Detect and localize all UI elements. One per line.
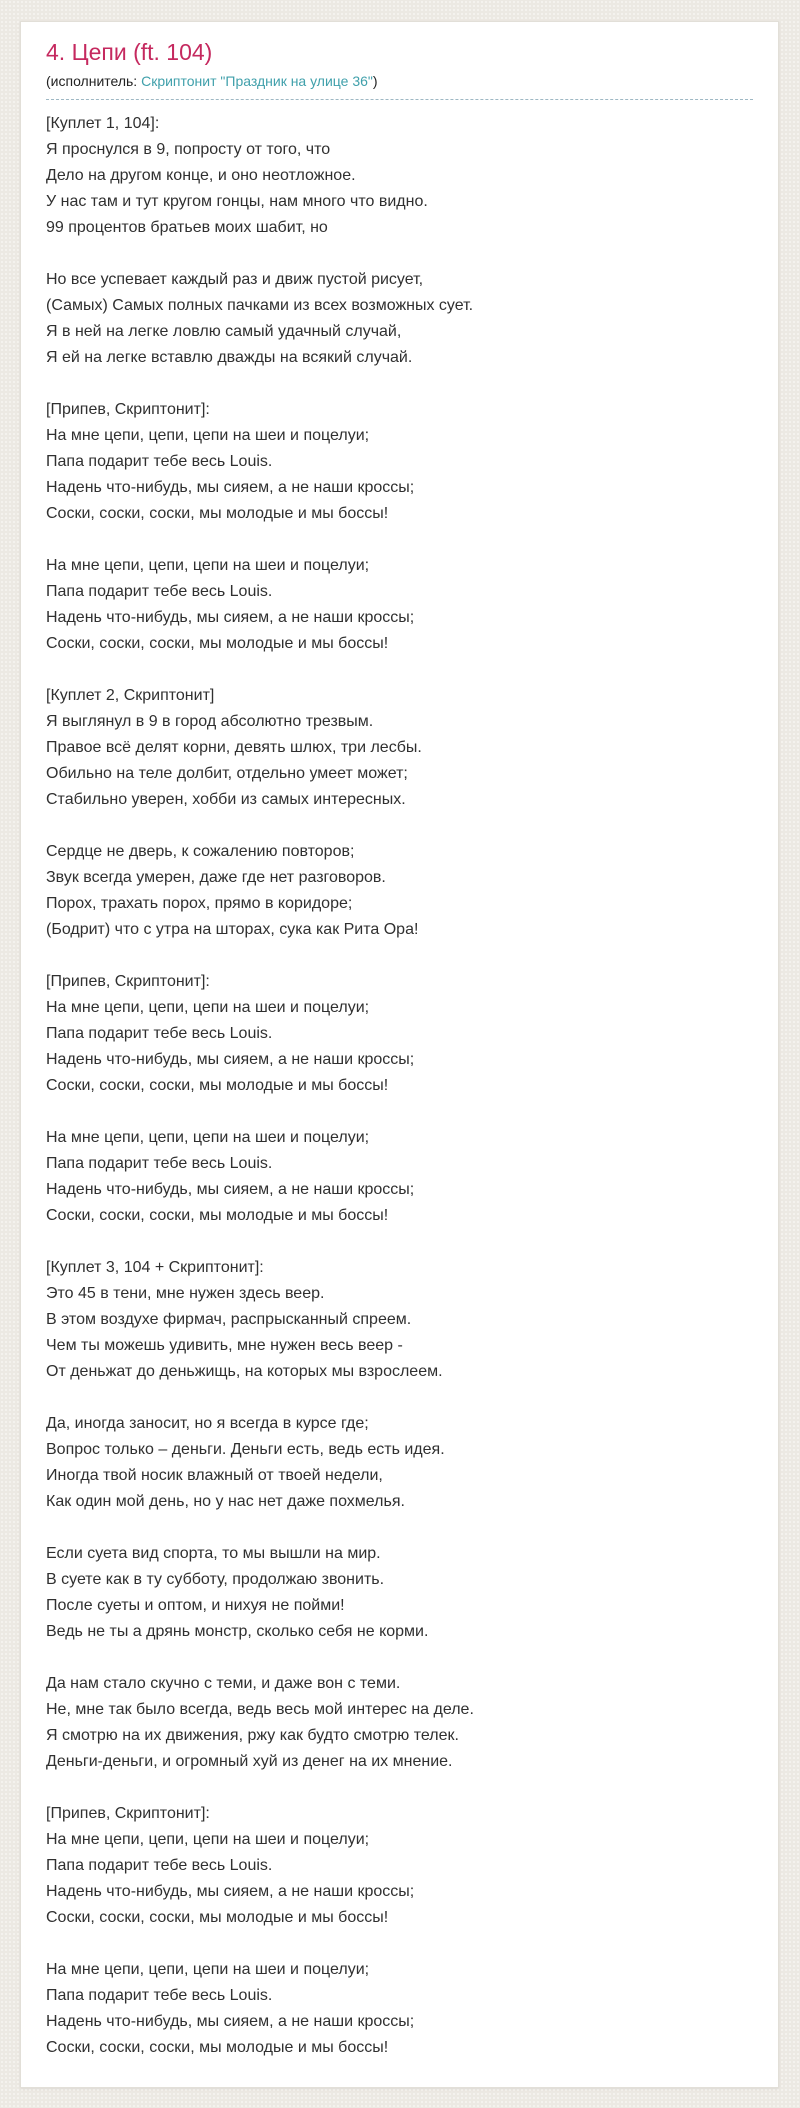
lyric-line: Надень что-нибудь, мы сияем, а не наши кроссы; — [46, 1050, 415, 1068]
lyric-line: Соски, соски, соски, мы молодые и мы боссы! — [46, 1076, 389, 1094]
lyric-line: Да нам стало скучно с теми, и даже вон с теми. — [46, 1674, 401, 1692]
song-title: 4. Цепи (ft. 104) — [46, 39, 213, 65]
lyric-line: Папа подарит тебе весь Louis. — [46, 1856, 273, 1874]
stanza — [46, 1255, 753, 1385]
lyric-line: Дело на другом конце, и оно неотложное. — [46, 166, 356, 184]
lyric-line: На мне цепи, цепи, цепи на шеи и поцелуи; — [46, 1128, 370, 1146]
stanza — [46, 683, 753, 813]
lyric-line: [Припев, Скриптонит]: — [46, 972, 210, 990]
lyric-line: От деньжат до деньжищь, на которых мы взрослеем. — [46, 1362, 443, 1380]
lyric-line: На мне цепи, цепи, цепи на шеи и поцелуи; — [46, 426, 370, 444]
lyric-line: У нас там и тут кругом гонцы, нам много что видно. — [46, 192, 428, 210]
lyric-line: Я смотрю на их движения, ржу как будто смотрю телек. — [46, 1726, 459, 1744]
lyric-line: В этом воздухе фирмач, распрысканный спреем. — [46, 1310, 412, 1328]
stanza — [46, 839, 753, 943]
lyric-line: На мне цепи, цепи, цепи на шеи и поцелуи; — [46, 1830, 370, 1848]
stanza — [46, 111, 753, 241]
lyric-line: Я выглянул в 9 в город абсолютно трезвым. — [46, 712, 374, 730]
lyric-line: Порох, трахать порох, прямо в коридоре; — [46, 894, 353, 912]
lyric-line: На мне цепи, цепи, цепи на шеи и поцелуи; — [46, 998, 370, 1016]
lyric-line: [Припев, Скриптонит]: — [46, 400, 210, 418]
lyric-line: После суеты и оптом, и нихуя не пойми! — [46, 1596, 345, 1614]
lyric-line: Надень что-нибудь, мы сияем, а не наши кроссы; — [46, 478, 415, 496]
lyrics-card — [20, 21, 779, 2088]
artist-link[interactable]: Скриптонит "Праздник на улице 36" — [141, 72, 373, 89]
lyric-line: Папа подарит тебе весь Louis. — [46, 1154, 273, 1172]
lyrics-text — [46, 111, 753, 2061]
lyric-line: Папа подарит тебе весь Louis. — [46, 582, 273, 600]
lyric-line: Надень что-нибудь, мы сияем, а не наши кроссы; — [46, 1882, 415, 1900]
lyric-line: Соски, соски, соски, мы молодые и мы боссы! — [46, 504, 389, 522]
lyric-line: Соски, соски, соски, мы молодые и мы боссы! — [46, 634, 389, 652]
lyric-line: Как один мой день, но у нас нет даже похмелья. — [46, 1492, 405, 1510]
lyric-line: Чем ты можешь удивить, мне нужен весь веер - — [46, 1336, 403, 1354]
lyric-line: Надень что-нибудь, мы сияем, а не наши кроссы; — [46, 1180, 415, 1198]
lyric-line: Деньги-деньги, и огромный хуй из денег на их мнение. — [46, 1752, 453, 1770]
lyric-line: Но все успевает каждый раз и движ пустой рисует, — [46, 270, 424, 288]
lyric-line: Соски, соски, соски, мы молодые и мы боссы! — [46, 1908, 389, 1926]
lyric-line: (Самых) Самых полных пачками из всех возможных сует. — [46, 296, 474, 314]
lyric-line: Да, иногда заносит, но я всегда в курсе где; — [46, 1414, 369, 1432]
lyric-line: Не, мне так было всегда, ведь весь мой интерес на деле. — [46, 1700, 474, 1718]
lyric-line: Папа подарит тебе весь Louis. — [46, 452, 273, 470]
lyric-line: Стабильно уверен, хобби из самых интересных. — [46, 790, 406, 808]
lyric-line: Соски, соски, соски, мы молодые и мы боссы! — [46, 1206, 389, 1224]
lyric-line: Правое всё делят корни, девять шлюх, три лесбы. — [46, 738, 422, 756]
stanza — [46, 267, 753, 371]
stanza — [46, 397, 753, 527]
lyric-line: Папа подарит тебе весь Louis. — [46, 1024, 273, 1042]
lyric-line: Ведь не ты а дрянь монстр, сколько себя не корми. — [46, 1622, 429, 1640]
lyric-line: Иногда твой носик влажный от твоей недели, — [46, 1466, 383, 1484]
lyric-line: Надень что-нибудь, мы сияем, а не наши кроссы; — [46, 2012, 415, 2030]
lyric-line: Звук всегда умерен, даже где нет разговоров. — [46, 868, 386, 886]
lyric-line: Если суета вид спорта, то мы вышли на мир. — [46, 1544, 381, 1562]
stanza — [46, 969, 753, 1099]
artist-line — [46, 72, 753, 100]
lyric-line: [Припев, Скриптонит]: — [46, 1804, 210, 1822]
lyric-line: Папа подарит тебе весь Louis. — [46, 1986, 273, 2004]
stanza — [46, 1671, 753, 1775]
lyric-line: Я в ней на легке ловлю самый удачный случай, — [46, 322, 402, 340]
artist-line-suffix: ) — [372, 72, 378, 89]
lyric-line: Это 45 в тени, мне нужен здесь веер. — [46, 1284, 325, 1302]
lyric-line: На мне цепи, цепи, цепи на шеи и поцелуи; — [46, 556, 370, 574]
lyric-line: Соски, соски, соски, мы молодые и мы боссы! — [46, 2038, 389, 2056]
lyric-line: 99 процентов братьев моих шабит, но — [46, 218, 328, 236]
performer-label: (исполнитель: — [46, 72, 142, 89]
stanza — [46, 1411, 753, 1515]
stanza — [46, 1957, 753, 2061]
lyric-line: На мне цепи, цепи, цепи на шеи и поцелуи; — [46, 1960, 370, 1978]
lyric-line: Надень что-нибудь, мы сияем, а не наши кроссы; — [46, 608, 415, 626]
stanza — [46, 1801, 753, 1931]
lyric-line: Я ей на легке вставлю дважды на всякий случай. — [46, 348, 413, 366]
lyric-line: [Куплет 2, Скриптонит] — [46, 686, 215, 704]
lyric-line: Вопрос только – деньги. Деньги есть, ведь есть идея. — [46, 1440, 445, 1458]
lyric-line: В суете как в ту субботу, продолжаю звонить. — [46, 1570, 385, 1588]
stanza — [46, 1125, 753, 1229]
lyric-line: [Куплет 1, 104]: — [46, 114, 160, 132]
lyric-line: Сердце не дверь, к сожалению повторов; — [46, 842, 355, 860]
lyric-line: (Бодрит) что с утра на шторах, сука как Рита Ора! — [46, 920, 419, 938]
stanza — [46, 1541, 753, 1645]
stanza — [46, 553, 753, 657]
lyric-line: [Куплет 3, 104 + Скриптонит]: — [46, 1258, 264, 1276]
lyric-line: Я проснулся в 9, попросту от того, что — [46, 140, 331, 158]
lyric-line: Обильно на теле долбит, отдельно умеет может; — [46, 764, 408, 782]
